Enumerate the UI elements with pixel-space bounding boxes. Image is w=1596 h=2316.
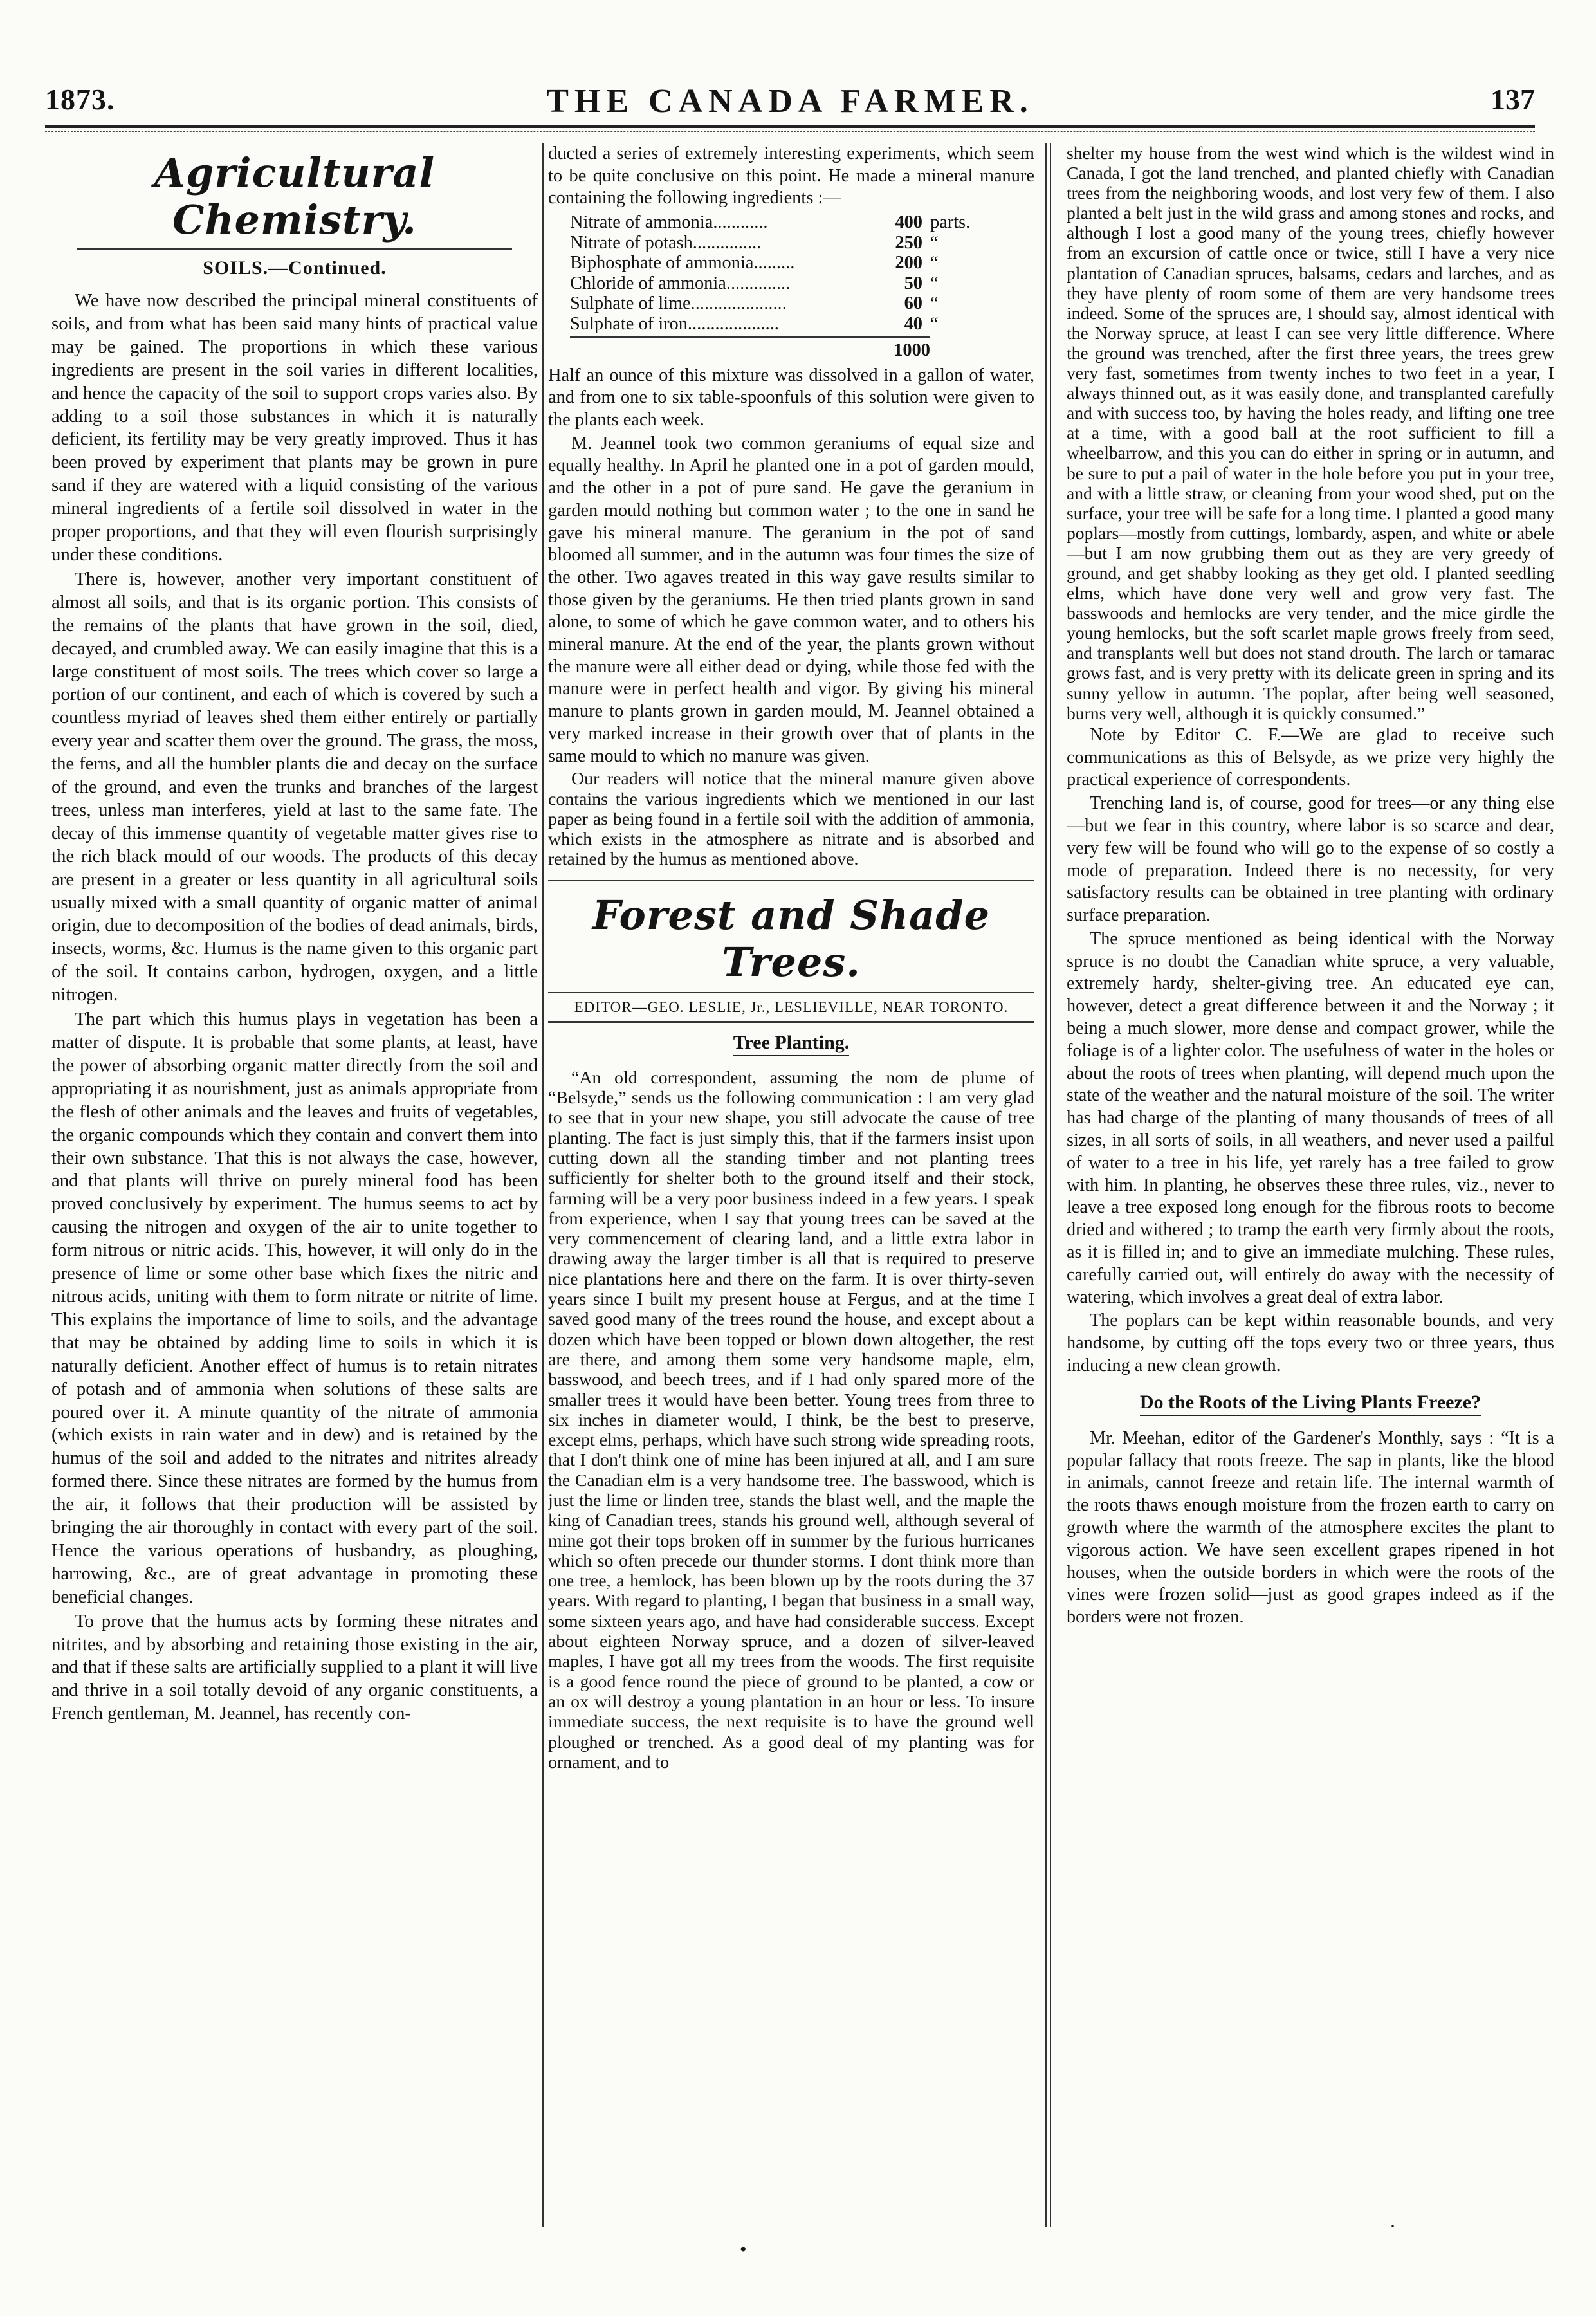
paragraph: Half an ounce of this mixture was dissolved in a gallon of water, and from one to six table-spoonfuls of this solution were given to the plants each week. [548, 365, 1034, 430]
recipe-row [570, 293, 995, 314]
recipe-unit: parts. [930, 212, 971, 233]
column-3 [1067, 143, 1554, 2227]
masthead-year: 1873. [45, 83, 115, 116]
recipe-ingredient: Nitrate of ammonia............ [570, 212, 768, 233]
editor-line: EDITOR—GEO. LESLIE, Jr., LESLIEVILLE, NEAR TORONTO. [574, 998, 1009, 1015]
section-separator [548, 880, 1034, 881]
paragraph: There is, however, another very important constituent of almost all soils, and that is its organic portion. This consists of the remains of the plants that have grown in the soil, died, decayed, and crumbled away. We can easily imagine that this is a large constituent of most soils. The trees which cover so large a portion of our continent, and each of which is covered by such a countless myriad of leaves shed them either entirely or partially every year and scatter them over the ground. The grass, the moss, the ferns, and all the humbler plants die and decay on the surface of the ground, and even the trunks and branches of the largest trees, unless man interferes, yield at last to the same fate. The decay of this immense quantity of vegetable matter gives rise to the rich black mould of our woods. The products of this decay are present in a greater or less quantity in all agricultural soils usually mixed with a small quantity of organic matter of animal origin, due to decomposition of the bodies of dead animals, birds, insects, worms, &c. Humus is the name given to this organic part of the soil. It contains carbon, hydrogen, oxygen, and a little nitrogen. [51, 568, 538, 1006]
recipe-ingredient: Nitrate of potash............... [570, 232, 762, 253]
recipe-unit: “ [930, 313, 939, 334]
paragraph: We have now described the principal mineral constituents of soils, and from what has been said many hints of practical value may be gained. The proportions in which these various ingredients are present in the soil varies in different localities, and hence the capacity of the soil to support crops varies also. By adding to a soil those substances in which it is naturally deficient, its fertility may be very greatly improved. Thus it has been proved by experiment that plants may be grown in pure sand if they are watered with a liquid consisting of the various mineral ingredients of a fertile soil dissolved in water in the proper proportions, and that they will even flourish surprisingly under these conditions. [51, 290, 538, 565]
masthead [45, 82, 1535, 127]
recipe-ingredient: Sulphate of iron.................... [570, 313, 779, 334]
ink-speck-icon: • [740, 2239, 747, 2260]
masthead-rule-dashed [45, 131, 1535, 132]
recipe-row [570, 273, 995, 294]
paragraph: “An old correspondent, assuming the nom de plume of “Belsyde,” sends us the following communication : I am very glad to see that in your new shape, you still advocate the cause of tree planting. The fact is just simply this, that if the farmers insist upon cutting down all the standing timber and not planting trees sufficiently for shelter both to the ground itself and their stock, farming will be a very poor business indeed in a few years. I speak from experience, when I say that young trees can be saved at the very commencement of clearing land, and a little extra labor in drawing away the larger timber is all that is required to preserve nice plantations here and there on the farm. It is over thirty-seven years since I built my present house at Fergus, and at the time I saved good many of the trees round the house, and except about a dozen which have been topped or blown down altogether, the rest are there, and among them some very handsome maple, elm, basswood, and beech trees, and if I had only spared more of the smaller trees it would have been better. Young trees from three to six inches in diameter would, I think, be the best to preserve, except elms, perhaps, which have such strong wide spreading roots, that I don't think one of mine has been injured at all, and I am sure the Canadian elm is a very handsome tree. The basswood, which is just the lime or linden tree, stands the blast well, and the maple the king of Canadian trees, stands his ground well, although several of mine got their tops broken off in summer by the furious hurricanes which so often precede our thunder storms. I dont think more than one tree, a hemlock, has been blown up by the roots during the 37 years. With regard to planting, I began that business in a small way, some sixteen years ago, and have had considerable success. Except about eighteen Norway spruce, and a dozen of silver-leaved maples, I have got all my trees from the woods. The first requisite is a good fence round the piece of ground to be planted, a cow or an ox will destroy a young plantation in an hour or less. To insure immediate success, the next requisite is to have the ground well ploughed or trenched. As a good deal of my planting was for ornament, and to [548, 1067, 1034, 1772]
paragraph: Our readers will notice that the mineral manure given above contains the various ingredients which we mentioned in our last paper as being found in a fertile soil with the addition of ammonia, which exists in the atmosphere as nitrate and is absorbed and retained by the humus as mentioned above. [548, 769, 1034, 870]
recipe-unit: “ [930, 293, 939, 314]
recipe-ingredient: Biphosphate of ammonia......... [570, 253, 795, 273]
recipe-row [570, 233, 995, 253]
article-title-tree-planting [548, 1032, 1034, 1056]
article-title-roots-freeze [1067, 1392, 1554, 1416]
recipe-amount: 40 [904, 313, 922, 334]
recipe-amount: 250 [895, 232, 922, 253]
article-title-text: Do the Roots of the Living Plants Freeze? [1140, 1392, 1481, 1416]
recipe-ingredient: Chloride of ammonia.............. [570, 273, 791, 293]
recipe-unit: “ [930, 232, 939, 253]
paragraph: The poplars can be kept within reasonable bounds, and very handsome, by cutting off the tops every two or three years, thus inducing a new clean growth. [1067, 1310, 1554, 1376]
paragraph: shelter my house from the west wind which is the wildest wind in Canada, I got the land trenched, and planted chiefly with Canadian trees from the neighboring woods, and lost very few of them. I also planted a belt just in the wild grass and among stones and rocks, and although I lost a good many of the young trees, chiefly however from an excursion of cattle once or twice, still I have a very nice plantation of Canadian spruces, balsams, cedars and larches, and as they have plenty of room some of them are very handsome trees indeed. Some of the spruces are, I should say, almost identical with the Norway spruce, at least I can see very little difference. Where the ground was trenched, after the first three years, the trees grew very fast, sometimes from twenty inches to two feet in a year, I always thinned out, as it was easily done, and transplanted carefully and with success too, by having the holes ready, and lifting one tree at a time, with a good ball at the root sufficient to fill a wheelbarrow, and this you can do either in spring or in autumn, and be sure to put a pail of water in the hole before you put in your tree, and with a little straw, or cleaning from your wood shed, put on the surface, your tree will be safe for a long time. I planted a good many poplars—mostly from cuttings, lombardy, aspen, and white or abele—but I am now grubbing them out as they are very greedy of ground, and get shabby looking as they get old. I planted seedling elms, which have done very well and grow very fast. The basswoods and hemlocks are very tender, and the mice girdle the young hemlocks, but the soft scarlet maple grows freely from seed, and transplants well but does not stand drouth. The larch or tamarac grows fast, and is very pretty with its delicate green in spring and its sunny yellow in autumn. The poplar, after being well seasoned, burns very well, although it is quickly consumed.” [1067, 143, 1554, 723]
column-divider-2b [1050, 143, 1051, 2227]
section-title-rule [548, 991, 1034, 993]
paragraph: The spruce mentioned as being identical with the Norway spruce is no doubt the Canadian white spruce, a very valuable, extremely hardy, shelter-giving tree. An educated eye can, however, detect a great difference between it and the Norway ; it being a much slower, more dense and compact grower, while the foliage is of a lighter color. The usefulness of water in the holes or about the roots of trees when planting, will depend much upon the state of the weather and the natural moisture of the soil. The writer has had charge of the planting of many thousands of trees of all sizes, in all sorts of soils, in all weathers, and never used a pailful of water to a tree in his life, yet rarely has a tree failed to grow with him. In planting, he observes these three rules, viz., never to leave a tree exposed long enough for the fibrous roots to become dried and withered ; to tramp the earth very firmly about the roots, as it is filled in; and to give an immediate mulching. These rules, carefully carried out, will entirely do away with the necessity of watering, which involves a great deal of extra labor. [1067, 928, 1554, 1307]
recipe-amount: 200 [895, 253, 922, 273]
recipe-amount: 50 [904, 273, 922, 293]
paragraph: ducted a series of extremely interesting experiments, which seem to be quite conclusive on this point. He made a mineral manure containing the following ingredients :— [548, 143, 1034, 208]
paragraph: The part which this humus plays in vegetation has been a matter of dispute. It is probable that some plants, at least, have the power of absorbing organic matter directly from the soil and appropriating it as nourishment, just as animals appropriate from the flesh of other animals and the leaves and fruits of vegetables, the organic compounds which they contain and convert them into their own substance. That this is not always the case, however, and that plants will thrive on purely mineral food has been proved conclusively by experiment. The humus seems to act by causing the nitrogen and oxygen of the air to unite together to form nitrous or nitric acids. This, however, it will only do in the presence of lime or some other base which fixes the nitric and nitrous acids, uniting with them to form nitrate or nitrite of lime. This explains the importance of lime to soils, and the advantage that may be obtained by adding lime to soils in which it is naturally deficient. Another effect of humus is to retain nitrates of potash and of ammonia when solutions of these salts are poured over it. A minute quantity of the nitrate of ammonia (which exists in rain water and in dew) and is retained by the humus of the soil and added to the nitrates and nitrites already formed there. Since these nitrates are formed by the humus from the air, it follows that their production will be assisted by bringing the air thoroughly in contact with every part of the soil. Hence the various operations of husbandry, as ploughing, harrowing, &c., are of great advantage in promoting these beneficial changes. [51, 1009, 538, 1607]
section-title-agricultural-chemistry: Agricultural Chemistry. [154, 149, 436, 243]
column-2 [548, 143, 1034, 2227]
recipe-ingredient: Sulphate of lime..................... [570, 293, 787, 314]
masthead-title: THE CANADA FARMER. [546, 83, 1034, 120]
masthead-rule [45, 125, 1535, 128]
recipe-row [570, 314, 995, 335]
editor-rule [548, 1021, 1034, 1023]
paragraph: To prove that the humus acts by forming these nitrates and nitrites, and by absorbing and retaining those existing in the air, and that if these salts are artificially supplied to a plant it will live and thrive in a soil totally devoid of any organic constituents, a French gentleman, M. Jeannel, has recently con- [51, 1610, 538, 1724]
paragraph: Mr. Meehan, editor of the Gardener's Monthly, says : “It is a popular fallacy that roots freeze. The sap in plants, like the blood in animals, cannot freeze and retain life. The internal warmth of the roots thaws enough moisture from the frozen earth to carry on growth where the warmth of the atmosphere excites the plant to vigorous action. We have seen excellent grapes ripened in hot houses, when the outside borders in which were the roots of the vines were frozen solid—just as good grapes indeed as if the borders were not frozen. [1067, 1428, 1554, 1628]
recipe-unit: “ [930, 273, 939, 293]
recipe-row [570, 212, 995, 233]
column-1 [51, 143, 538, 2227]
article-title-text: Tree Planting. [733, 1032, 850, 1056]
section-title-rule [77, 248, 512, 250]
paragraph: Trenching land is, of course, good for trees—or any thing else—but we fear in this country, where labor is so scarce and dear, very few will be found who will go to the expense of so costly a mode of preparation. Indeed there is no necessity, for very satisfactory results can be obtained in tree planting with ordinary surface preparation. [1067, 793, 1554, 926]
paragraph: M. Jeannel took two common geraniums of equal size and equally healthy. In April he planted one in a pot of garden mould, and the other in a pot of pure sand. He gave the geranium in garden mould nothing but common water ; to the one in sand he gave his mineral manure. The geranium in the pot of sand bloomed all summer, and in the autumn was four times the size of the other. Two agaves treated in this way gave results similar to those given by the geraniums. He then tried plants grown in sand alone, to some of which he gave common water, and to others his mineral manure. At the end of the year, the plants grown without the manure were all either dead or dying, while those fed with the manure were in perfect health and vigor. By giving his mineral manure to plants grown in garden mould, M. Jeannel obtained a very marked increase in their growth over that of plants in the same mould to which no manure was given. [548, 433, 1034, 766]
column-divider-1 [542, 143, 544, 2227]
section-title-forest-and-shade-trees: Forest and Shade Trees. [592, 891, 991, 986]
subhead-soils: SOILS.—Continued. [203, 257, 387, 279]
column-divider-2 [1045, 143, 1047, 2227]
masthead-page-number: 137 [1491, 83, 1535, 116]
recipe-amount: 400 [895, 212, 922, 233]
recipe-total: 1000 [570, 336, 930, 361]
ink-speck-icon: · [1390, 2216, 1396, 2237]
recipe-amount: 60 [904, 293, 922, 314]
recipe-unit: “ [930, 253, 939, 273]
recipe-row [570, 253, 995, 273]
manure-recipe-table [570, 212, 1034, 361]
paragraph: Note by Editor C. F.—We are glad to receive such communications as this of Belsyde, as we prize very highly the practical experience of correspondents. [1067, 724, 1554, 790]
